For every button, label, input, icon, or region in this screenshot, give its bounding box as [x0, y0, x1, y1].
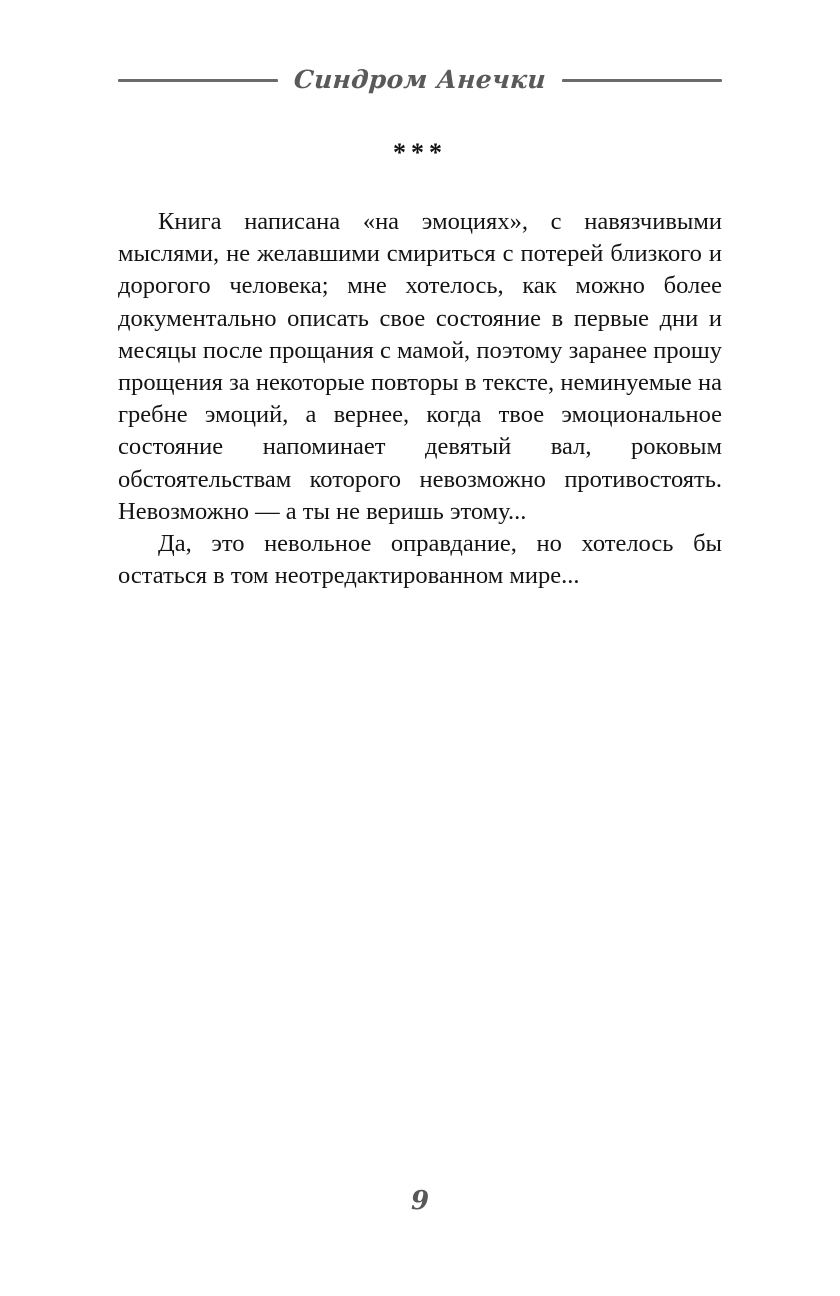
body-text-block [118, 206, 722, 592]
running-head-rule-left [118, 79, 278, 82]
running-head [118, 58, 722, 100]
running-head-rule-right [562, 79, 722, 82]
page-number: 9 [410, 1186, 430, 1216]
running-head-title: Синдром Анечки [293, 64, 547, 94]
section-break-asterisks: *** [393, 138, 447, 167]
body-paragraph-1: Книга написана «на эмоциях», с навязчивыми мыслями, не желавшими смириться с потерей близкого и дорогого человека; мне хотелось, как можно более документально описать свое состояние в первые дни и месяцы после прощания с мамой, поэтому заранее прошу прощения за некоторые повторы в тексте, неминуемые на гребне эмоций, а вернее, когда твое эмоциональное состояние напоминает девятый вал, роковым обстоятельствам которого невозможно противостоять. Невозможно — а ты не веришь этому... [118, 208, 722, 525]
body-paragraph-2: Да, это невольное оправдание, но хотелось бы остаться в том неотредактированном мире... [118, 530, 722, 590]
